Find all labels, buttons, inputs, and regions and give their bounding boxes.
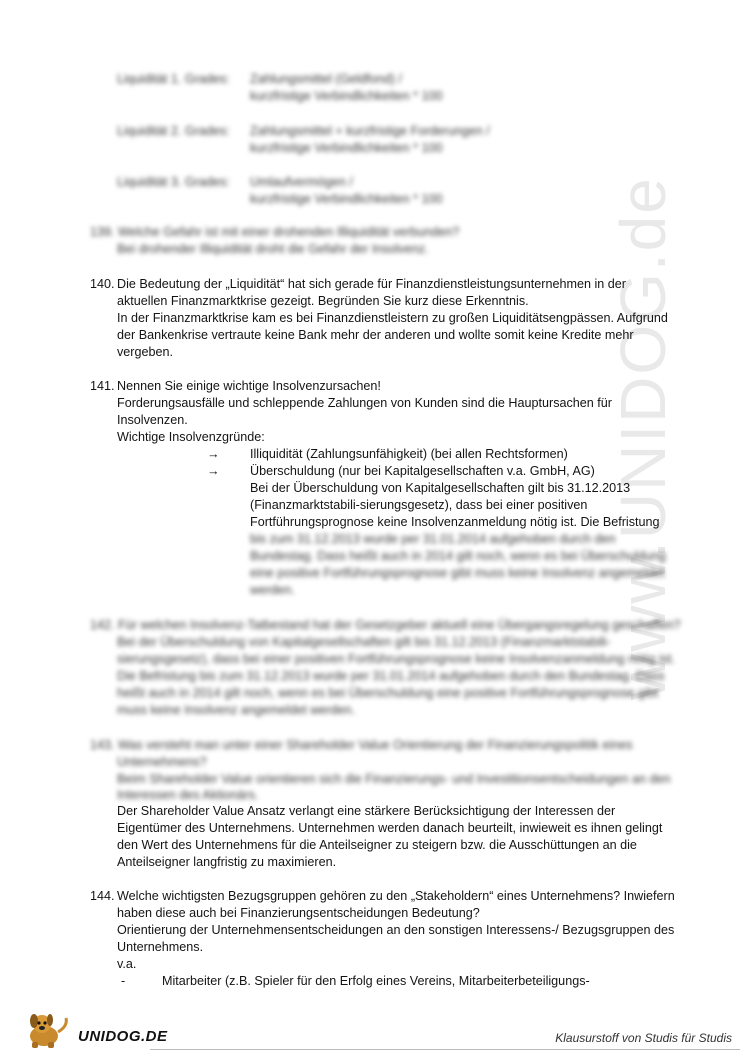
q141-line-2: Forderungsausfälle und schleppende Zahlungen von Kunden sind die Hauptursachen für	[117, 396, 612, 410]
q141-bullet-2: Überschuldung (nur bei Kapitalgesellschaften v.a. GmbH, AG)	[250, 464, 595, 478]
q142-line-1: 142. Für welchen Insolvenz-Tatbestand hat der Gesetzgeber aktuell eine Übergangsregelung geschaffen?	[90, 618, 681, 632]
liq1-label: Liquidität 1. Grades:	[117, 72, 230, 86]
q140-line-5: vergeben.	[117, 345, 174, 359]
q143-line-2: Eigentümer des Unternehmens. Unternehmen werden danach beurteilt, inwieweit es ihnen gelingt	[117, 821, 663, 835]
liq3-label: Liquidität 3. Grades:	[117, 175, 230, 189]
liq2-formula-2: kurzfristige Verbindlichkeiten * 100	[250, 141, 443, 155]
q140-line-3: In der Finanzmarktkrise kam es bei Finanzdienstleistern zu großen Liquiditätsengpässen. Aufgrund	[117, 311, 668, 325]
q143-blurred-2: Unternehmens?	[117, 755, 207, 769]
q141-detail-3: Fortführungsprognose keine Insolvenzanmeldung nötig ist. Die Befristung	[250, 515, 660, 529]
arrow-icon: →	[207, 464, 220, 478]
liq1-formula: Zahlungsmittel (Geldfond) /	[250, 72, 402, 86]
q140-line-2: aktuellen Finanzmarktkrise gezeigt. Begründen Sie kurz diese Erkenntnis.	[117, 294, 529, 308]
q144-line-2: haben diese auch bei Finanzierungsentscheidungen Bedeutung?	[117, 906, 480, 920]
q144-number: 144.	[90, 889, 115, 903]
q142-line-2: Bei der Überschuldung von Kapitalgesellschaften gilt bis 31.12.2013 (Finanzmarktstabili-	[117, 635, 611, 649]
q143-line-3: den Wert des Unternehmens für die Anteilseigner zu steigern bzw. die Ausschüttungen an die	[117, 838, 637, 852]
unidog-logo	[22, 1010, 168, 1054]
arrow-icon: →	[207, 447, 220, 461]
liq1-formula-2: kurzfristige Verbindlichkeiten * 100	[250, 89, 443, 103]
liq2-formula: Zahlungsmittel + kurzfristige Forderungen /	[250, 124, 490, 138]
liq3-formula-2: kurzfristige Verbindlichkeiten * 100	[250, 192, 443, 206]
q141-line-3: Insolvenzen.	[117, 413, 188, 427]
q141-detail-1: Bei der Überschuldung von Kapitalgesellschaften gilt bis 31.12.2013	[250, 481, 631, 495]
q144-line-3: Orientierung der Unternehmensentscheidungen an den sonstigen Interessens-/ Bezugsgruppen des	[117, 923, 675, 937]
q141-blurred-3: eine positive Fortführungsprognose gibt muss keine Insolvenz angemeldet	[250, 566, 665, 580]
q140-number: 140.	[90, 277, 115, 291]
q139-question: 139. Welche Gefahr ist mit einer drohenden Illiquidität verbunden?	[90, 225, 460, 239]
q140-line-4: der Bankenkrise vertraute keine Bank mehr der anderen und wollte somit keine Kredite mehr	[117, 328, 634, 342]
dog-icon	[22, 1010, 74, 1050]
q143-line-1: Der Shareholder Value Ansatz verlangt eine stärkere Berücksichtigung der Interessen der	[117, 804, 616, 818]
logo-text: UNIDOG.DE	[78, 1028, 168, 1045]
q144-line-4: Unternehmens.	[117, 940, 204, 954]
q144-line-1: Welche wichtigsten Bezugsgruppen gehören zu den „Stakeholdern“ eines Unternehmens? Inwiefern	[117, 889, 675, 903]
watermark: www.UNIDOG.de	[607, 176, 679, 700]
q141-line-1: Nennen Sie einige wichtige Insolvenzursachen!	[117, 379, 381, 393]
q141-blurred-2: Bundestag. Dass heißt auch in 2014 gilt noch, wenn es bei Überschuldung	[250, 549, 666, 563]
q143-line-4: Anteilseigner langfristig zu maximieren.	[117, 855, 337, 869]
q141-blurred-1: bis zum 31.12.2013 wurde per 31.01.2014 aufgehoben durch den	[250, 532, 616, 546]
q143-blurred-3: Beim Shareholder Value orientieren sich die Finanzierungs- und Investitionsentscheidungen an den	[117, 772, 671, 786]
q144-line-5: v.a.	[117, 957, 137, 971]
q141-bullet-1: Illiquidität (Zahlungsunfähigkeit) (bei allen Rechtsformen)	[250, 447, 568, 461]
q141-line-4: Wichtige Insolvenzgründe:	[117, 430, 265, 444]
liq2-label: Liquidität 2. Grades:	[117, 124, 230, 138]
dash-bullet: -	[121, 974, 126, 988]
q141-number: 141.	[90, 379, 115, 393]
q141-blurred-4: werden.	[250, 583, 295, 597]
q144-item: Mitarbeiter (z.B. Spieler für den Erfolg eines Vereins, Mitarbeiterbeteiligungs-	[162, 974, 590, 988]
q142-line-6: muss keine Insolvenz angemeldet werden.	[117, 703, 356, 717]
q143-blurred-1: 143. Was versteht man unter einer Shareholder Value Orientierung der Finanzierungspolitik eines	[90, 738, 633, 752]
footer-divider	[150, 1049, 740, 1050]
q140-line-1: Die Bedeutung der „Liquidität“ hat sich gerade für Finanzdienstleistungsunternehmen in der	[117, 277, 626, 291]
q143-blurred-4: Interessen des Aktionärs.	[117, 788, 259, 802]
q142-line-4: Die Befristung bis zum 31.12.2013 wurde per 31.01.2014 aufgehoben durch den Bundestag. Dass	[117, 669, 665, 683]
footer-slogan: Klausurstoff von Studis für Studis	[555, 1031, 732, 1045]
q142-line-5: heißt auch in 2014 gilt noch, wenn es bei Überschuldung eine positive Fortführungsprognose gibt	[117, 686, 659, 700]
liq3-formula: Umlaufvermögen /	[250, 175, 353, 189]
q139-answer: Bei drohender Illiquidität droht die Gefahr der Insolvenz.	[117, 242, 429, 256]
q141-detail-2: (Finanzmarktstabili-sierungsgesetz), dass bei einer positiven	[250, 498, 588, 512]
q142-line-3: sierungsgesetz), dass bei einer positiven Fortführungsprognose keine Insolvenzanmeldung nötig ist.	[117, 652, 675, 666]
